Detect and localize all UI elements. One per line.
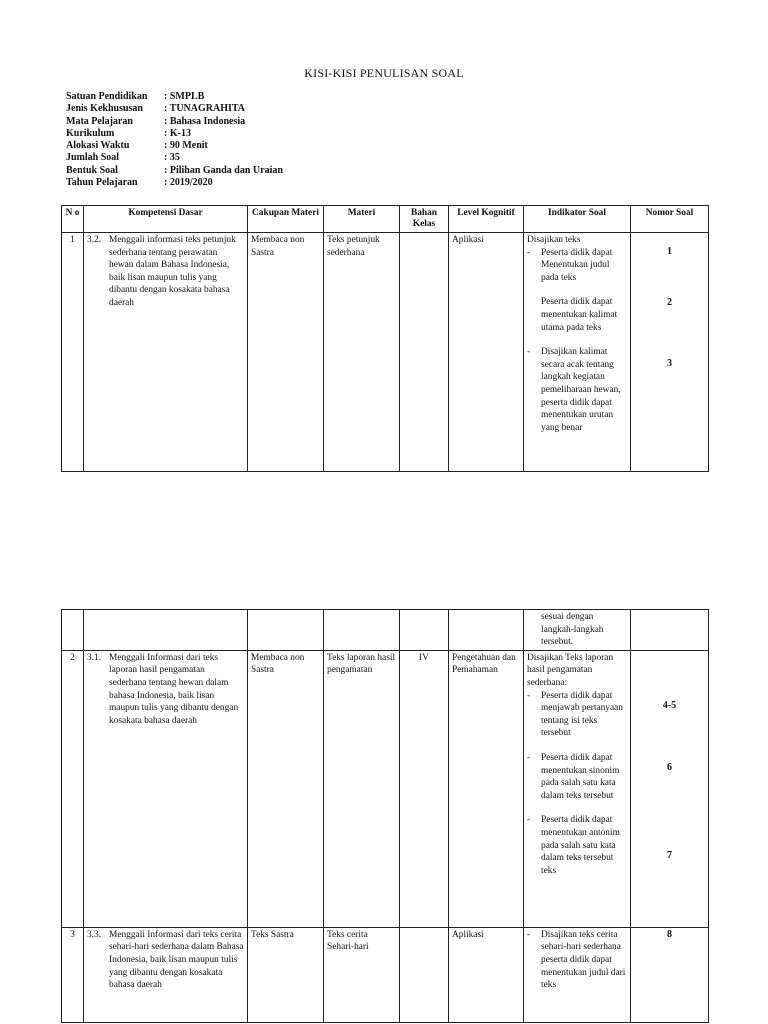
- indikator-intro: Disajikan teks: [527, 235, 581, 245]
- meta-label: Tahun Pelajaran: [66, 177, 138, 189]
- indikator-text: Peserta didik dapat menentukan antonim pada salah satu kata dalam teks tersebut teks: [541, 815, 620, 876]
- kd-number: 3.2.: [87, 235, 102, 245]
- meta-value: : 2019/2020: [164, 177, 213, 189]
- indikator-soal-cell: [524, 927, 631, 1022]
- cakupan-materi-cell: Teks Sastra: [248, 927, 324, 1022]
- meta-label: Kurikulum: [66, 127, 115, 139]
- indikator-soal-cell: [524, 650, 631, 927]
- kompetensi-dasar-cell: [84, 233, 248, 472]
- cakupan-materi-cell: Membaca non Sastra: [248, 233, 324, 472]
- row-number: 3: [62, 927, 84, 1022]
- meta-value: : SMPLB: [164, 91, 205, 102]
- nomor-soal-cell: [631, 927, 709, 1022]
- meta-label: Mata Pelajaran: [66, 115, 133, 127]
- materi-cell: Teks laporan hasil pengamatan: [324, 650, 400, 927]
- meta-label: Alokasi Waktu: [66, 140, 130, 152]
- indikator-item: [527, 929, 627, 992]
- header-nomor-soal: Nomor Soal: [631, 206, 709, 233]
- meta-value: : 35: [164, 152, 180, 164]
- meta-value: : Pilihan Ganda dan Uraian: [164, 164, 283, 176]
- meta-row: [66, 140, 283, 152]
- header-bahan-kelas: Bahan Kelas: [400, 206, 449, 233]
- kompetensi-dasar-cell: [84, 650, 248, 927]
- dash-bullet: -: [527, 929, 531, 940]
- header-no: N o: [62, 206, 84, 233]
- bahan-kelas-cell: IV: [400, 650, 449, 927]
- document-metadata: [66, 91, 283, 189]
- nomor-soal: 6: [667, 762, 672, 774]
- meta-row: [66, 103, 283, 115]
- meta-row: [66, 165, 283, 177]
- header-cakupan-materi: Cakupan Materi: [248, 206, 324, 233]
- materi-cell: Teks cerita Sehari-hari: [324, 927, 400, 1022]
- meta-label: Jenis Kekhususan: [66, 103, 143, 115]
- indikator-intro: Disajikan Teks laporan hasil pengamatan sederhana:: [527, 652, 614, 688]
- kd-number: 3.1.: [87, 652, 102, 663]
- nomor-soal: 4-5: [662, 699, 677, 711]
- kd-number: 3.3.: [87, 929, 102, 940]
- header-materi: Materi: [324, 206, 400, 233]
- meta-row: [66, 91, 283, 103]
- header-indikator-soal: Indikator Soal: [524, 206, 631, 233]
- nomor-soal-cell: [631, 650, 709, 927]
- materi-cell: Teks petunjuk sederhana: [324, 233, 400, 472]
- nomor-soal: 8: [667, 928, 672, 940]
- meta-label: Jumlah Soal: [66, 152, 120, 164]
- dash-bullet: -: [527, 347, 531, 358]
- nomor-soal-cell: [631, 233, 709, 472]
- meta-row: [66, 128, 283, 140]
- row-number: 1: [62, 233, 84, 472]
- indikator-soal-cell: [524, 233, 631, 472]
- indikator-item: [527, 690, 627, 740]
- kd-text: Menggali Informasi dari teks cerita sehari-hari sederhana dalam Bahasa Indonesia, baik lisan maupun tulis yang dibantu dengan kosakata bahasa daerah: [109, 929, 244, 991]
- indikator-text: Peserta didik dapat menjawab pertanyaan tentang isi teks tersebut: [541, 690, 623, 739]
- nomor-soal: 1: [667, 246, 672, 257]
- level-kognitif-cell: Aplikasi: [449, 233, 524, 472]
- indikator-item: [527, 752, 627, 802]
- indikator-item: [527, 346, 627, 434]
- bahan-kelas-cell: [400, 233, 449, 472]
- meta-row: [66, 116, 283, 128]
- meta-label: Bentuk Soal: [66, 164, 118, 176]
- row-number: 2: [62, 650, 84, 927]
- kompetensi-dasar-cell: [84, 927, 248, 1022]
- indikator-text: Peserta didik dapat menentukan sinonim pada salah satu kata dalam teks tersebut: [541, 752, 620, 801]
- dash-bullet: -: [527, 690, 531, 701]
- document-title: KISI-KISI PENULISAN SOAL: [304, 66, 464, 80]
- meta-value: : Bahasa Indonesia: [164, 115, 246, 127]
- indikator-text: Disajikan kalimat secara acak tentang langkah kegiatan pemeliharaan hewan, peserta didik dapat menentukan urutan yang benar: [541, 347, 621, 433]
- indikator-item: [527, 296, 627, 334]
- meta-value: : K-13: [164, 127, 191, 139]
- table-row: [62, 927, 709, 1022]
- dash-bullet: [527, 296, 541, 334]
- indikator-item: [527, 247, 627, 285]
- dash-bullet: -: [527, 752, 531, 763]
- meta-row: [66, 177, 283, 189]
- kd-text: Menggali Informasi dari teks laporan hasil pengamatan sederhana tentang hewan dalam bahasa Indonesia, baik lisan maupun tulis yang dibantu dengan kosakata bahasa daerah: [109, 652, 239, 726]
- table-row: [62, 650, 709, 927]
- kisi-kisi-table-page-1: [61, 205, 709, 472]
- level-kognitif-cell: Aplikasi: [449, 927, 524, 1022]
- meta-row: [66, 152, 283, 164]
- bahan-kelas-cell: [400, 927, 449, 1022]
- dash-bullet: -: [527, 247, 531, 258]
- indikator-text: Peserta didik dapat menentukan kalimat utama pada teks: [541, 297, 618, 333]
- table-row-continued: [62, 610, 709, 651]
- kd-text: Menggali informasi teks petunjuk sederhana tentang perawatan hewan dalam Bahasa Indonesia, baik lisan maupun tulis yang dibantu dengan kosakata bahasa daerah: [109, 235, 236, 308]
- meta-value: : TUNAGRAHITA: [164, 103, 246, 115]
- cakupan-materi-cell: Membaca non Sastra: [248, 650, 324, 927]
- meta-value: : 90 Menit: [164, 140, 208, 152]
- nomor-soal: 2: [667, 296, 672, 308]
- header-kompetensi-dasar: Kompetensi Dasar: [84, 206, 248, 233]
- indikator-soal-cell: [524, 610, 631, 651]
- indikator-text: sesuai dengan langkah-langkah tersebut.: [541, 612, 604, 648]
- meta-label: Satuan Pendidikan: [66, 91, 148, 102]
- header-level-kognitif: Level Kognitif: [449, 206, 524, 233]
- kisi-kisi-table-page-2: [61, 609, 709, 1023]
- indikator-text: Disajikan teks cerita sehari-hari sederhana peserta didik dapat menentukan judul dari teks: [541, 929, 626, 991]
- nomor-soal: 3: [667, 358, 672, 370]
- level-kognitif-cell: Pengetahuan dan Pemahaman: [449, 650, 524, 927]
- table-row: [62, 233, 709, 472]
- nomor-soal: 7: [667, 849, 672, 861]
- dash-bullet: -: [527, 815, 531, 826]
- indikator-text: Peserta didik dapat Menentukan judul pada teks: [541, 247, 613, 283]
- indikator-item: [527, 814, 627, 877]
- table-header-row: [62, 206, 709, 233]
